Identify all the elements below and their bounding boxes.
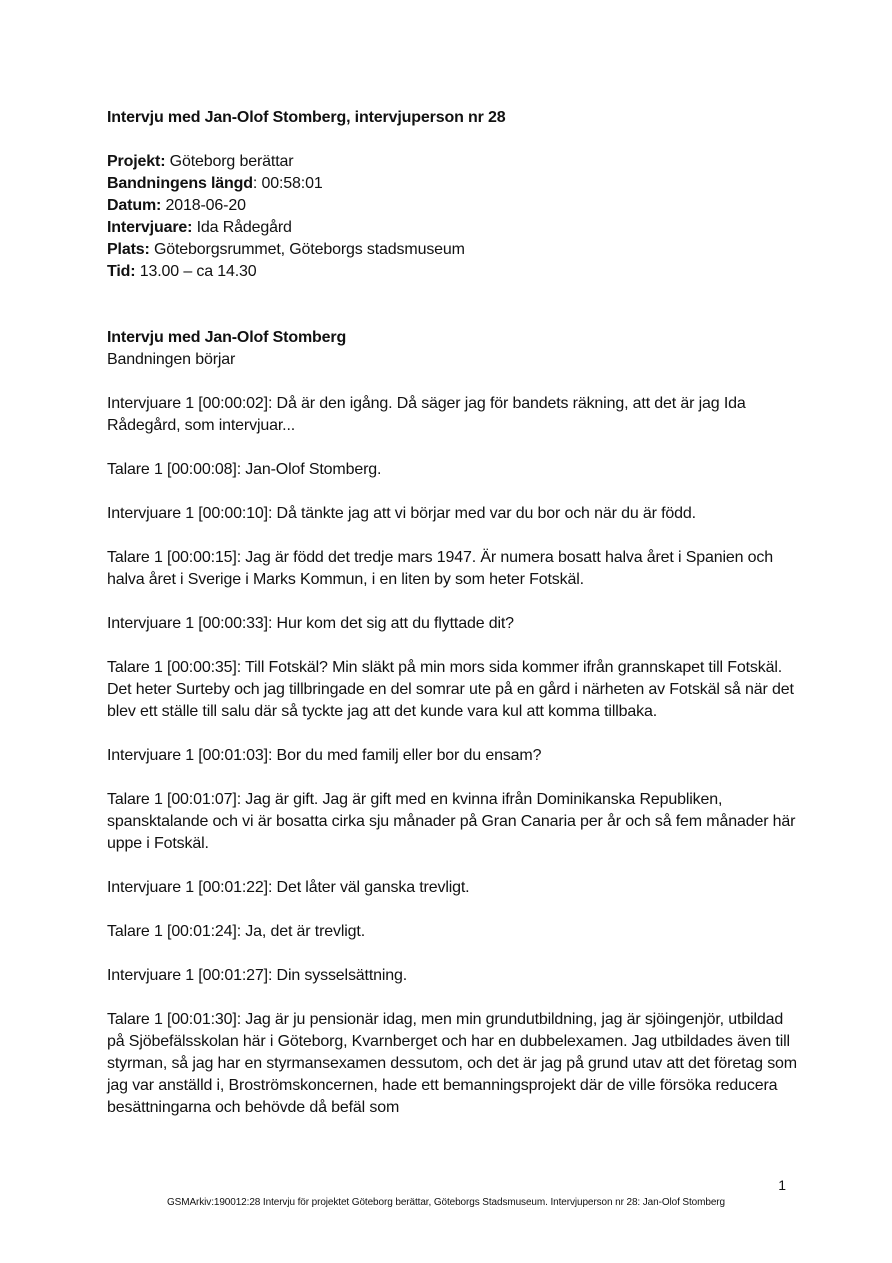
meta-value: 13.00 – ca 14.30 xyxy=(135,263,257,280)
transcript-paragraph: Talare 1 [00:01:24]: Ja, det är trevligt. xyxy=(107,923,365,940)
transcript-paragraph: Intervjuare 1 [00:01:03]: Bor du med familj eller bor du ensam? xyxy=(107,747,542,764)
transcript-paragraph: Talare 1 [00:01:07]: Jag är gift. Jag är gift med en kvinna ifrån Dominikanska Republiken, spansktalande och vi är bosatta cirka sju månader på Gran Canaria per år och så fem månader här uppe i Fotskäl. xyxy=(107,791,796,852)
transcript-paragraph: Talare 1 [00:00:35]: Till Fotskäl? Min släkt på min mors sida kommer ifrån grannskapet till Fotskäl. Det heter Surteby och jag tillbringade en del somrar ute på en gård i närheten av Fotskäl så när det blev ett ställe till salu där så tyckte jag att det kunde vara kul att komma tillbaka. xyxy=(107,659,794,720)
meta-label: Plats: xyxy=(107,241,150,258)
meta-place xyxy=(107,239,797,261)
meta-label: Bandningens längd xyxy=(107,175,253,192)
transcript-paragraph: Talare 1 [00:01:30]: Jag är ju pensionär idag, men min grundutbildning, jag är sjöingenjör, utbildad på Sjöbefälsskolan här i Göteborg, Kvarnberget och har en dubbelexamen. Jag utbildades även till styrman, så jag har en styrmansexamen dessutom, och det är jag på grund utav att det företag som jag var anställd i, Broströmskoncernen, hade ett bemanningsprojekt där de ville försöka reducera besättningarna och behövde då befäl som xyxy=(107,1011,797,1116)
meta-project xyxy=(107,151,797,173)
transcript xyxy=(107,393,797,1119)
meta-recording-length xyxy=(107,173,797,195)
meta-time xyxy=(107,261,797,283)
transcript-paragraph: Intervjuare 1 [00:00:33]: Hur kom det sig att du flyttade dit? xyxy=(107,615,514,632)
meta-value: Ida Rådegård xyxy=(192,219,292,236)
meta-date xyxy=(107,195,797,217)
transcript-paragraph: Intervjuare 1 [00:01:27]: Din sysselsättning. xyxy=(107,967,408,984)
page-number: 1 xyxy=(778,1177,786,1193)
meta-label: Projekt: xyxy=(107,153,166,170)
meta-label: Tid: xyxy=(107,263,136,280)
page-footer: GSMArkiv:190012:28 Intervju för projektet Göteborg berättar, Göteborgs Stadsmuseum. Intervjuperson nr 28: Jan-Olof Stomberg xyxy=(167,1197,725,1208)
section-subheading: Bandningen börjar xyxy=(107,351,236,368)
document-page xyxy=(107,107,797,1119)
transcript-paragraph: Intervjuare 1 [00:01:22]: Det låter väl ganska trevligt. xyxy=(107,879,470,896)
meta-label: Intervjuare: xyxy=(107,219,193,236)
metadata-block xyxy=(107,151,797,283)
meta-value: : 00:58:01 xyxy=(252,175,323,192)
section-heading: Intervju med Jan-Olof Stomberg xyxy=(107,329,347,346)
meta-value: Göteborgsrummet, Göteborgs stadsmuseum xyxy=(149,241,465,258)
document-title: Intervju med Jan-Olof Stomberg, intervjuperson nr 28 xyxy=(107,109,506,126)
transcript-paragraph: Intervjuare 1 [00:00:10]: Då tänkte jag att vi börjar med var du bor och när du är född. xyxy=(107,505,696,522)
meta-label: Datum: xyxy=(107,197,162,214)
transcript-paragraph: Talare 1 [00:00:08]: Jan-Olof Stomberg. xyxy=(107,461,382,478)
meta-value: 2018-06-20 xyxy=(161,197,246,214)
transcript-paragraph: Talare 1 [00:00:15]: Jag är född det tredje mars 1947. Är numera bosatt halva året i Spanien och halva året i Sverige i Marks Kommun, i en liten by som heter Fotskäl. xyxy=(107,549,774,588)
meta-interviewer xyxy=(107,217,797,239)
meta-value: Göteborg berättar xyxy=(165,153,294,170)
transcript-paragraph: Intervjuare 1 [00:00:02]: Då är den igång. Då säger jag för bandets räkning, att det är jag Ida Rådegård, som intervjuar... xyxy=(107,395,746,434)
